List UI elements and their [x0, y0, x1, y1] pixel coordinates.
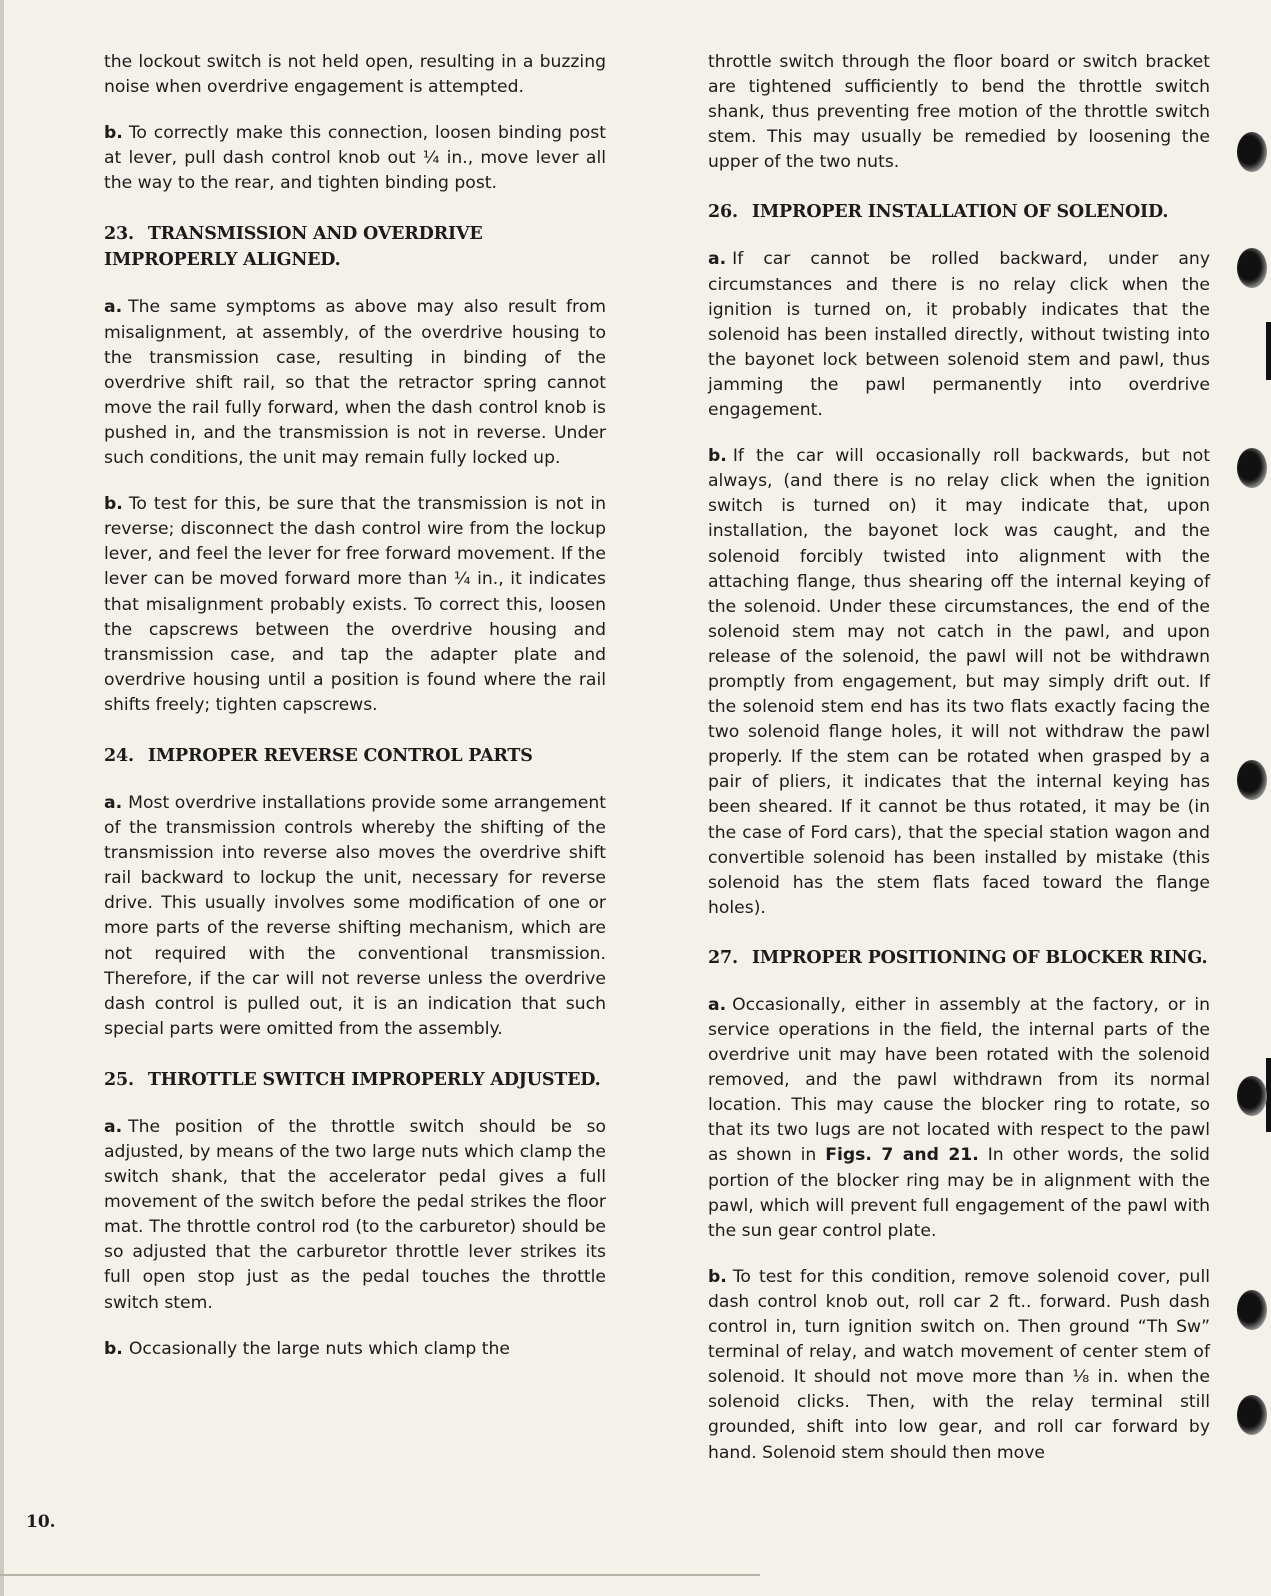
section-heading-25: [104, 1067, 606, 1093]
paragraph-22b: [104, 121, 606, 196]
right-column: [708, 50, 1210, 1466]
paragraph-24a: [104, 791, 606, 1042]
left-column: [104, 50, 606, 1362]
page-left-edge: [0, 0, 4, 1596]
item-label: a.: [708, 994, 727, 1015]
item-label: a.: [104, 297, 123, 318]
item-label: b.: [104, 123, 123, 144]
item-label: b.: [104, 1338, 123, 1359]
section-title: IMPROPER POSITIONING OF BLOCKER RING.: [751, 947, 1208, 968]
paragraph-26a: [708, 247, 1210, 423]
item-text: Most overdrive installations provide some arrangement of the transmission controls whereby the shifting of the transmission into reverse also moves the overdrive shift rail backward to lockup the unit, necessary for reverse drive. This usually involves some modification of one or more parts of the reverse shifting mechanism, which are not required with the conventional transmission. Therefore, if the car will not reverse unless the overdrive dash control is pulled out, it is an indication that such special parts were omitted from the assembly.: [104, 792, 606, 1039]
scan-bottom-edge: [0, 1574, 760, 1576]
section-title: TRANSMISSION AND OVERDRIVE IMPROPERLY ALIGNED.: [104, 224, 483, 271]
binder-hole-icon: [1237, 448, 1267, 488]
item-label: b.: [708, 1266, 727, 1287]
paragraph-27a: [708, 993, 1210, 1244]
section-heading-26: [708, 199, 1210, 225]
section-number: 23.: [104, 224, 134, 245]
paragraph-continued: throttle switch through the floor board or switch bracket are tightened sufficiently to bend the throttle switch shank, thus preventing free motion of the throttle switch stem. This may usually be remedied by loosening the upper of the two nuts.: [708, 52, 1210, 173]
item-text: The position of the throttle switch should be so adjusted, by means of the two large nuts which clamp the switch shank, that the accelerator pedal gives a full movement of the switch before the pedal strikes the floor mat. The throttle control rod (to the carburetor) should be so adjusted that the carburetor throttle lever strikes its full open stop just as the pedal touches the throttle switch stem.: [104, 1116, 606, 1313]
item-text: To correctly make this connection, loosen binding post at lever, pull dash control knob out ¼ in., move lever all the way to the rear, and tighten binding post.: [104, 123, 606, 194]
item-text: If car cannot be rolled backward, under any circumstances and there is no relay click when the ignition is turned on, it probably indicates that the solenoid has been installed directly, without twisting into the bayonet lock between solenoid stem and pawl, thus jamming the pawl permanently into overdrive engagement.: [708, 249, 1210, 421]
section-heading-23: [104, 221, 606, 273]
item-text: If the car will occasionally roll backwards, but not always, (and there is no relay click when the ignition switch is turned on) it may indicate that, upon installation, the bayonet lock was caught, and the solenoid forcibly twisted into alignment with the attaching flange, thus shearing off the internal keying of the solenoid. Under these circumstances, the end of the solenoid stem may not catch in the pawl, and upon release of the solenoid, the pawl will not be withdrawn promptly from engagement, but may simply drift out. If the solenoid stem end has its two flats exactly facing the two solenoid flange holes, it will not withdraw the pawl properly. If the stem can be rotated when grasped by a pair of pliers, it indicates that the internal keying has been sheared. If it cannot be thus rotated, it may be (in the case of Ford cars), that the special station wagon and convertible solenoid has been installed by mistake (this solenoid has the stem flats faced toward the flange holes).: [708, 446, 1210, 918]
item-label: b.: [104, 494, 123, 515]
item-label: b.: [708, 446, 727, 467]
binder-hole-icon: [1237, 760, 1267, 800]
item-text: Occasionally the large nuts which clamp the: [128, 1338, 510, 1359]
paragraph-25a: [104, 1115, 606, 1316]
paragraph-26b: [708, 444, 1210, 921]
item-label: a.: [708, 249, 727, 270]
section-number: 24.: [104, 745, 134, 766]
binder-hole-icon: [1237, 1076, 1267, 1116]
binder-hole-icon: [1237, 1290, 1267, 1330]
item-text: To test for this condition, remove solenoid cover, pull dash control knob out, roll car 2 ft.. forward. Push dash control in, turn ignition switch on. Then ground “Th Sw” terminal of relay, and watch movement of center stem of solenoid. It should not move more than ⅛ in. when the solenoid clicks. Then, with the relay terminal still grounded, shift into low gear, and roll car forward by hand. Solenoid stem should then move: [708, 1266, 1210, 1463]
figure-reference: Figs. 7 and 21.: [825, 1145, 979, 1166]
binder-hole-icon: [1237, 132, 1267, 172]
item-text: The same symptoms as above may also result from misalignment, at assembly, of the overdrive housing to the transmission case, resulting in binding of the overdrive shift rail, so that the retractor spring cannot move the rail fully forward, when the dash control knob is pushed in, and the transmission is not in reverse. Under such conditions, the unit may remain fully locked up.: [104, 297, 606, 469]
section-number: 27.: [708, 947, 738, 968]
binder-hole-icon: [1237, 1395, 1267, 1435]
section-title: THROTTLE SWITCH IMPROPERLY ADJUSTED.: [147, 1069, 601, 1090]
item-text: In other words, the solid portion of the blocker ring may be in alignment with the pawl, which will prevent full engagement of the pawl with the sun gear control plate.: [708, 1145, 1210, 1241]
section-number: 26.: [708, 202, 738, 223]
item-text: To test for this, be sure that the transmission is not in reverse; disconnect the dash control wire from the lockup lever, and feel the lever for free forward movement. If the lever can be moved forward more than ¼ in., it indicates that misalignment probably exists. To correct this, loosen the capscrews between the overdrive housing and transmission case, and tap the adapter plate and overdrive housing until a position is found where the rail shifts freely; tighten capscrews.: [104, 494, 606, 715]
paragraph-continued: the lockout switch is not held open, resulting in a buzzing noise when overdrive engagement is attempted.: [104, 52, 606, 98]
page-number: 10.: [26, 1512, 56, 1532]
section-heading-27: [708, 945, 1210, 971]
edge-mark: [1266, 322, 1271, 380]
paragraph-23a: [104, 295, 606, 471]
binder-hole-icon: [1237, 248, 1267, 288]
section-title: IMPROPER INSTALLATION OF SOLENOID.: [751, 202, 1169, 223]
section-number: 25.: [104, 1069, 134, 1090]
section-heading-24: [104, 743, 606, 769]
item-label: a.: [104, 792, 123, 813]
paragraph-23b: [104, 492, 606, 718]
section-title: IMPROPER REVERSE CONTROL PARTS: [147, 745, 533, 766]
paragraph-25b: [104, 1337, 606, 1362]
item-text: Occasionally, either in assembly at the factory, or in service operations in the field, the internal parts of the overdrive unit may have been rotated with the solenoid removed, and the pawl withdrawn from its normal location. This may cause the blocker ring to rotate, so that its two lugs are not located with respect to the pawl as shown in: [708, 994, 1210, 1166]
paragraph-27b: [708, 1265, 1210, 1466]
item-label: a.: [104, 1116, 123, 1137]
